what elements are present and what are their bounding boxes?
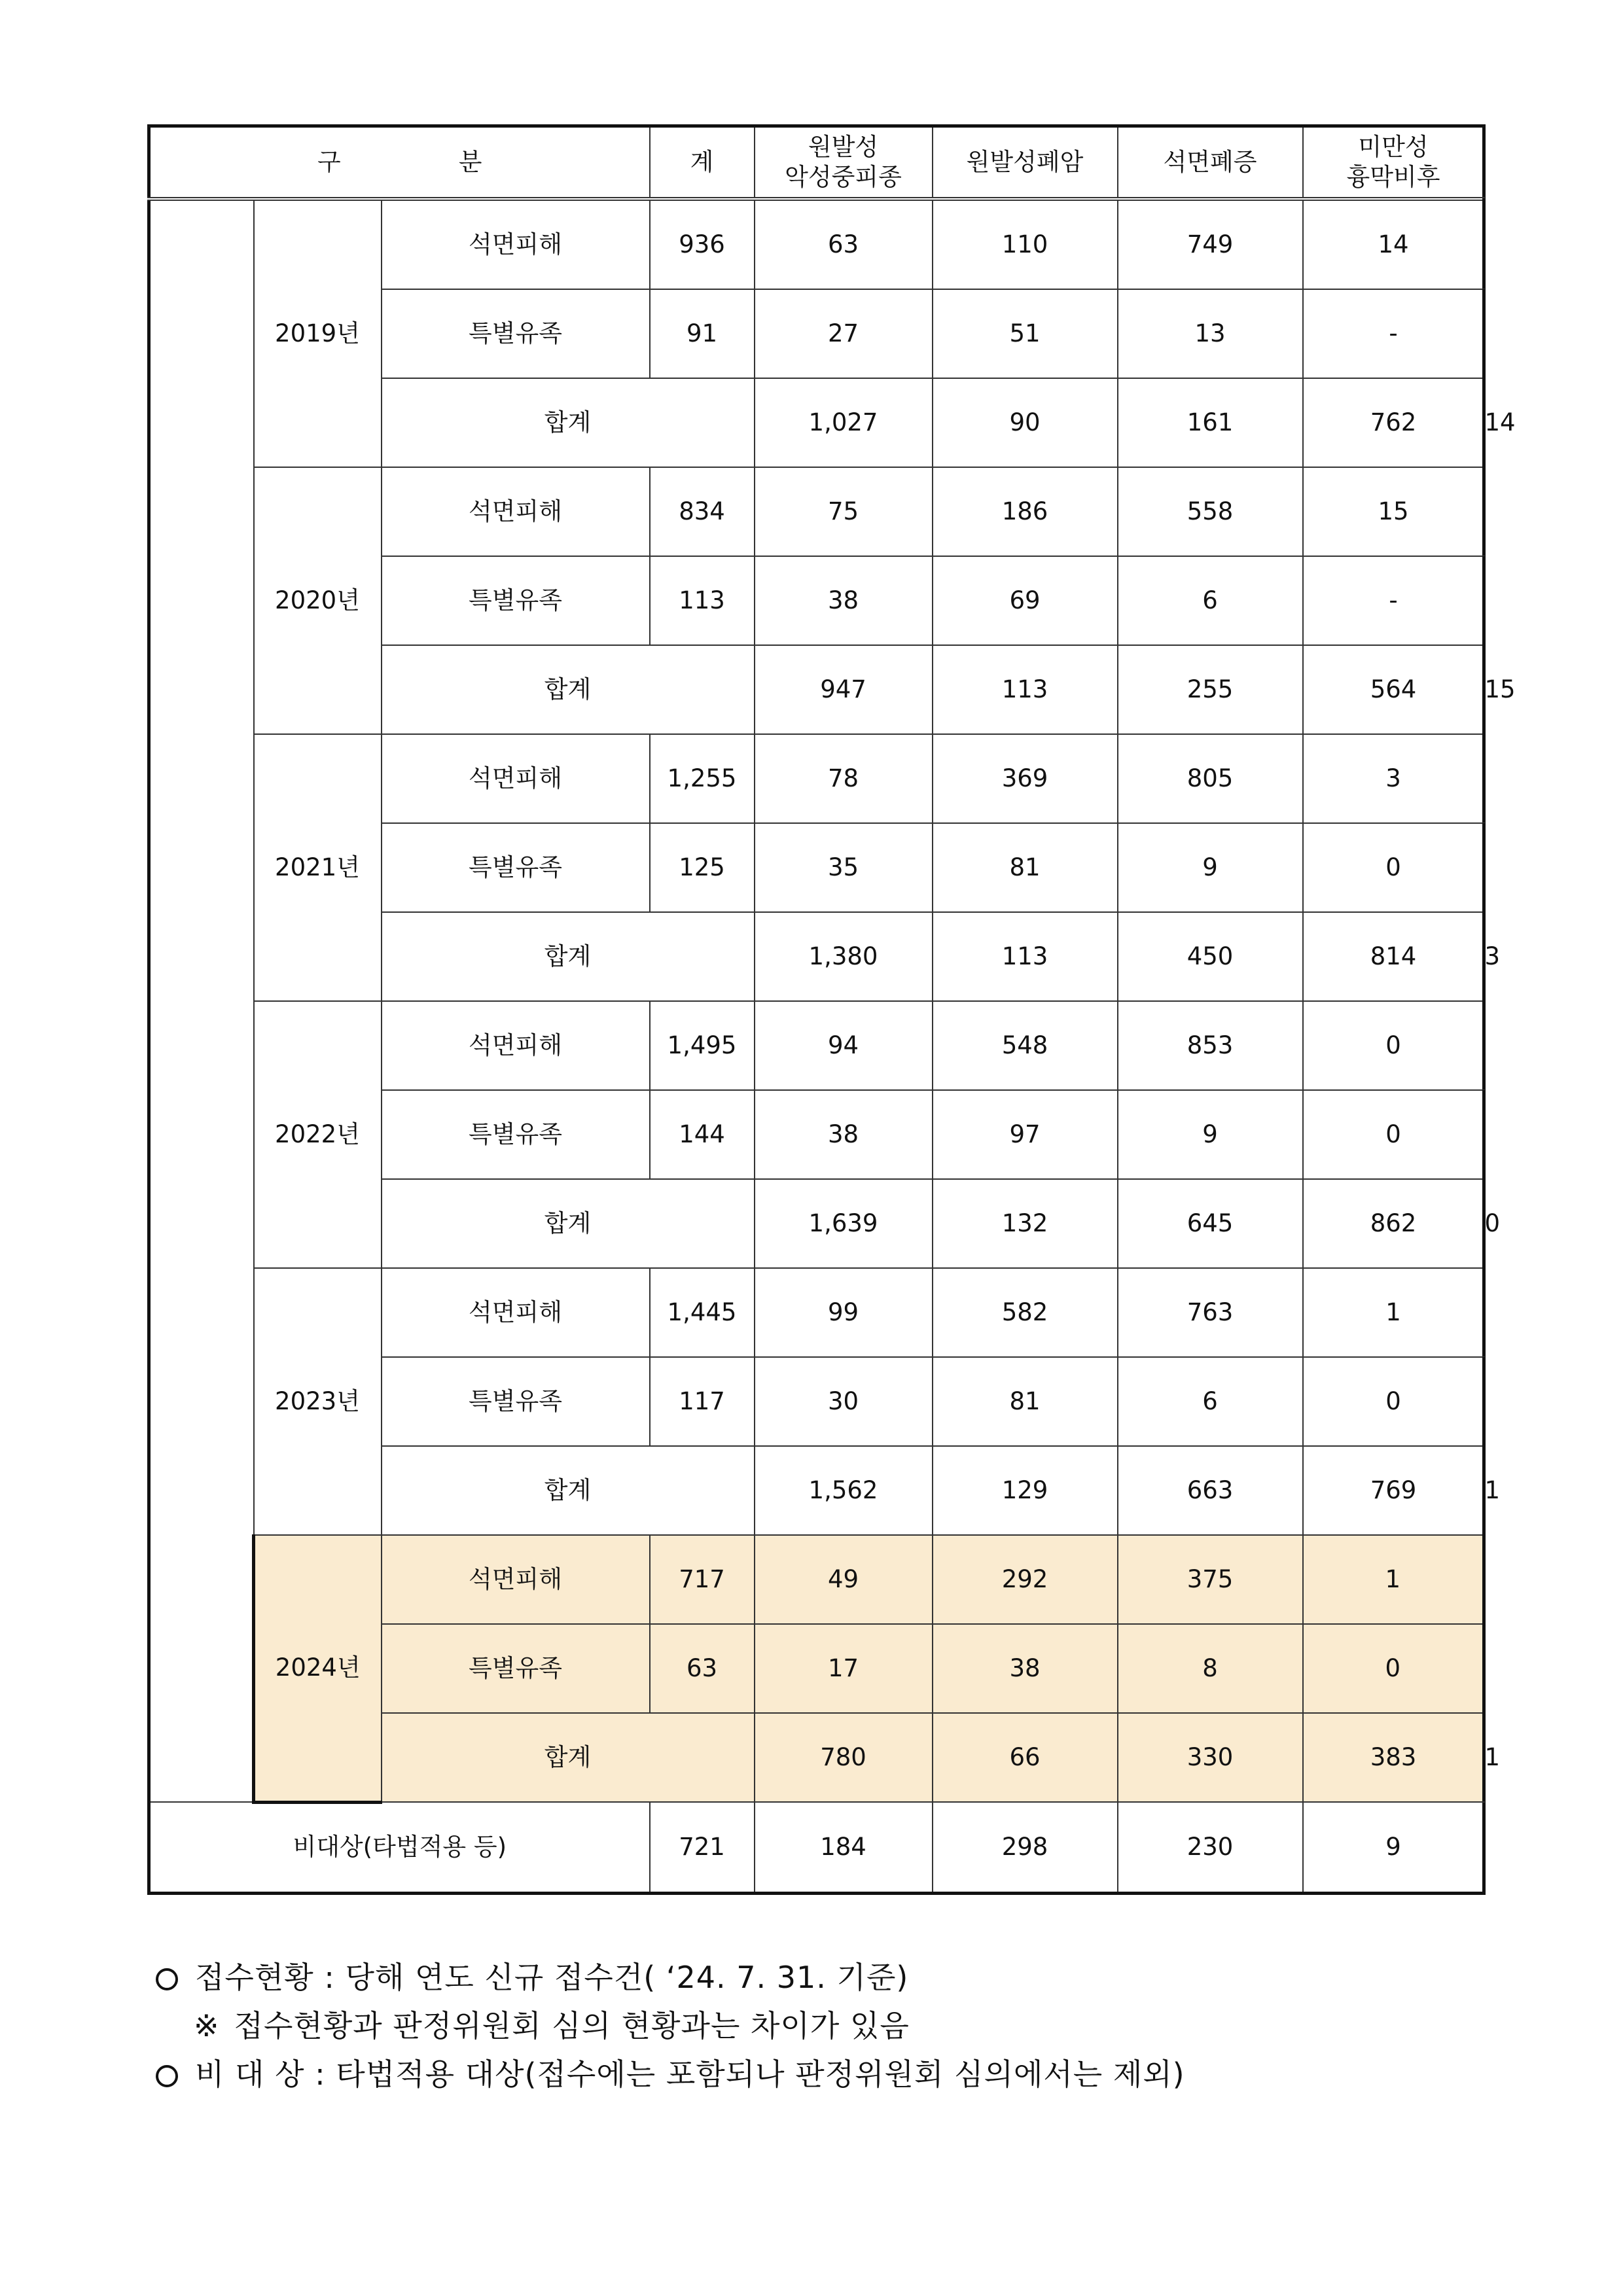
cell-mesothelioma: 17 <box>755 1624 933 1713</box>
cell-total: 144 <box>650 1090 755 1179</box>
row-type: 석면피해 <box>382 1001 650 1090</box>
row-type: 특별유족 <box>382 1624 650 1713</box>
cell-mesothelioma: 99 <box>755 1268 933 1357</box>
cell-lung-cancer: 645 <box>1118 1179 1303 1268</box>
cell-lung-cancer: 255 <box>1118 645 1303 734</box>
cell-mesothelioma: 132 <box>933 1179 1118 1268</box>
table-row <box>149 199 1484 289</box>
note-non-target-text: 비 대 상 : 타법적용 대상(접수에는 포함되나 판정위원회 심의에서는 제외) <box>195 2057 1185 2092</box>
table-row: 합계 1,380 113 450 814 3 <box>149 912 1484 1001</box>
row-type: 특별유족 <box>382 823 650 912</box>
cell-lung-cancer: 38 <box>933 1624 1118 1713</box>
cell-lung-cancer: 69 <box>933 556 1118 645</box>
note-receipt-status <box>156 1953 1465 2002</box>
cell-total: 1,380 <box>755 912 933 1001</box>
cell-total: 717 <box>650 1535 755 1624</box>
cell-total: 117 <box>650 1357 755 1446</box>
cell-lung-cancer: 51 <box>933 289 1118 378</box>
table-row <box>149 734 1484 823</box>
note-non-target <box>156 2050 1465 2098</box>
table-row-highlighted: 합계 780 66 330 383 1 <box>149 1713 1484 1802</box>
cell-lung-cancer: 548 <box>933 1001 1118 1090</box>
table-row <box>149 467 1484 556</box>
row-type: 석면피해 <box>382 1268 650 1357</box>
cell-asbestosis: 814 <box>1303 912 1484 1001</box>
cell-total: 125 <box>650 823 755 912</box>
header-asbestosis: 석면폐증 <box>1118 126 1303 200</box>
cell-pleural: 3 <box>1303 734 1484 823</box>
cell-pleural: - <box>1303 556 1484 645</box>
cell-mesothelioma: 129 <box>933 1446 1118 1535</box>
cell-asbestosis: 853 <box>1118 1001 1303 1090</box>
cell-asbestosis: 8 <box>1118 1624 1303 1713</box>
cell-mesothelioma: 49 <box>755 1535 933 1624</box>
cell-asbestosis: 769 <box>1303 1446 1484 1535</box>
cell-lung-cancer: 110 <box>933 199 1118 289</box>
row-type: 합계 <box>382 1179 755 1268</box>
cell-mesothelioma: 27 <box>755 289 933 378</box>
cell-asbestosis: 230 <box>1118 1802 1303 1893</box>
cell-pleural: 0 <box>1303 1357 1484 1446</box>
header-row <box>149 126 1484 200</box>
header-category-right: 분 <box>458 147 482 176</box>
cell-pleural: 0 <box>1303 1624 1484 1713</box>
cell-lung-cancer: 330 <box>1118 1713 1303 1802</box>
cell-total: 1,445 <box>650 1268 755 1357</box>
cell-lung-cancer: 369 <box>933 734 1118 823</box>
note-difference <box>156 2002 1465 2050</box>
cell-total: 1,255 <box>650 734 755 823</box>
cell-lung-cancer: 81 <box>933 823 1118 912</box>
cell-asbestosis: 383 <box>1303 1713 1484 1802</box>
cell-mesothelioma: 38 <box>755 556 933 645</box>
year-label: 2024년 <box>254 1535 382 1802</box>
cell-asbestosis: 6 <box>1118 1357 1303 1446</box>
year-label: 2019년 <box>254 199 382 467</box>
header-mesothelioma-line1: 원발성 <box>808 132 879 161</box>
row-type: 합계 <box>382 1713 755 1802</box>
cell-pleural: 0 <box>1303 1001 1484 1090</box>
row-type: 특별유족 <box>382 1090 650 1179</box>
cell-asbestosis: 763 <box>1118 1268 1303 1357</box>
cell-mesothelioma: 63 <box>755 199 933 289</box>
cell-asbestosis: 9 <box>1118 823 1303 912</box>
header-pleural-line1: 미만성 <box>1358 132 1429 161</box>
row-type: 석면피해 <box>382 1535 650 1624</box>
cell-mesothelioma: 38 <box>755 1090 933 1179</box>
footnotes <box>156 1953 1465 2098</box>
cell-asbestosis: 805 <box>1118 734 1303 823</box>
header-mesothelioma-line2: 악성중피종 <box>785 163 902 191</box>
cell-lung-cancer: 450 <box>1118 912 1303 1001</box>
cell-total: 113 <box>650 556 755 645</box>
cell-asbestosis: 9 <box>1118 1090 1303 1179</box>
row-type: 합계 <box>382 912 755 1001</box>
year-label: 2020년 <box>254 467 382 734</box>
header-total: 계 <box>650 126 755 200</box>
cell-asbestosis: 762 <box>1303 378 1484 467</box>
year-label: 2023년 <box>254 1268 382 1535</box>
cell-lung-cancer: 186 <box>933 467 1118 556</box>
cell-asbestosis: 6 <box>1118 556 1303 645</box>
cell-pleural: 1 <box>1303 1268 1484 1357</box>
table-row: 합계 947 113 255 564 15 <box>149 645 1484 734</box>
header-pleural-line2: 흉막비후 <box>1346 163 1440 191</box>
cell-asbestosis: 375 <box>1118 1535 1303 1624</box>
cell-asbestosis: 564 <box>1303 645 1484 734</box>
cell-lung-cancer: 298 <box>933 1802 1118 1893</box>
cell-total: 1,495 <box>650 1001 755 1090</box>
cell-lung-cancer: 292 <box>933 1535 1118 1624</box>
table-row-highlighted <box>149 1535 1484 1624</box>
cell-lung-cancer: 81 <box>933 1357 1118 1446</box>
table-row: 합계 1,027 90 161 762 14 <box>149 378 1484 467</box>
cell-asbestosis: 862 <box>1303 1179 1484 1268</box>
reference-mark-icon: ※ <box>194 2008 220 2043</box>
table-row <box>149 1001 1484 1090</box>
cell-lung-cancer: 161 <box>1118 378 1303 467</box>
cell-pleural: 0 <box>1303 1090 1484 1179</box>
non-target-label: 비대상(타법적용 등) <box>149 1802 650 1893</box>
cell-total: 1,027 <box>755 378 933 467</box>
cell-lung-cancer: 97 <box>933 1090 1118 1179</box>
header-pleural <box>1303 126 1484 200</box>
cell-mesothelioma: 30 <box>755 1357 933 1446</box>
year-label: 2022년 <box>254 1001 382 1268</box>
table-row: 합계 1,639 132 645 862 0 <box>149 1179 1484 1268</box>
note-difference-text: 접수현황과 판정위원회 심의 현황과는 차이가 있음 <box>234 2008 910 2043</box>
cell-pleural: 0 <box>1303 823 1484 912</box>
cell-total: 1,562 <box>755 1446 933 1535</box>
cell-mesothelioma: 35 <box>755 823 933 912</box>
cell-asbestosis: 558 <box>1118 467 1303 556</box>
cell-pleural: 9 <box>1303 1802 1484 1893</box>
table-row <box>149 1268 1484 1357</box>
cell-lung-cancer: 582 <box>933 1268 1118 1357</box>
row-type: 석면피해 <box>382 199 650 289</box>
circle-bullet-icon <box>156 2065 178 2087</box>
cell-total: 91 <box>650 289 755 378</box>
header-mesothelioma <box>755 126 933 200</box>
cell-mesothelioma: 90 <box>933 378 1118 467</box>
cell-pleural: - <box>1303 289 1484 378</box>
row-type: 특별유족 <box>382 289 650 378</box>
circle-bullet-icon <box>156 1968 178 1990</box>
row-type: 합계 <box>382 1446 755 1535</box>
cell-mesothelioma: 94 <box>755 1001 933 1090</box>
cell-pleural: 1 <box>1303 1535 1484 1624</box>
row-type: 석면피해 <box>382 734 650 823</box>
table-row-non-target <box>149 1802 1484 1893</box>
row-type: 석면피해 <box>382 467 650 556</box>
cell-total: 63 <box>650 1624 755 1713</box>
cell-pleural: 15 <box>1303 467 1484 556</box>
statistics-table <box>147 124 1516 1895</box>
table-row: 합계 1,562 129 663 769 1 <box>149 1446 1484 1535</box>
header-category <box>149 126 650 200</box>
cell-total: 834 <box>650 467 755 556</box>
note-receipt-text: 접수현황 : 당해 연도 신규 접수건( ‘24. 7. 31. 기준) <box>195 1960 909 1995</box>
cell-total: 936 <box>650 199 755 289</box>
cell-total: 780 <box>755 1713 933 1802</box>
cell-mesothelioma: 113 <box>933 645 1118 734</box>
cell-total: 721 <box>650 1802 755 1893</box>
cell-pleural: 14 <box>1303 199 1484 289</box>
cell-mesothelioma: 66 <box>933 1713 1118 1802</box>
row-type: 특별유족 <box>382 556 650 645</box>
cell-total: 1,639 <box>755 1179 933 1268</box>
blank-side-cell <box>149 199 254 1802</box>
cell-mesothelioma: 113 <box>933 912 1118 1001</box>
row-type: 합계 <box>382 645 755 734</box>
cell-total: 947 <box>755 645 933 734</box>
year-label: 2021년 <box>254 734 382 1001</box>
cell-mesothelioma: 184 <box>755 1802 933 1893</box>
row-type: 합계 <box>382 378 755 467</box>
row-type: 특별유족 <box>382 1357 650 1446</box>
cell-mesothelioma: 75 <box>755 467 933 556</box>
cell-asbestosis: 13 <box>1118 289 1303 378</box>
cell-asbestosis: 749 <box>1118 199 1303 289</box>
header-category-left: 구 <box>317 147 341 176</box>
cell-lung-cancer: 663 <box>1118 1446 1303 1535</box>
header-lung-cancer: 원발성폐암 <box>933 126 1118 200</box>
cell-mesothelioma: 78 <box>755 734 933 823</box>
